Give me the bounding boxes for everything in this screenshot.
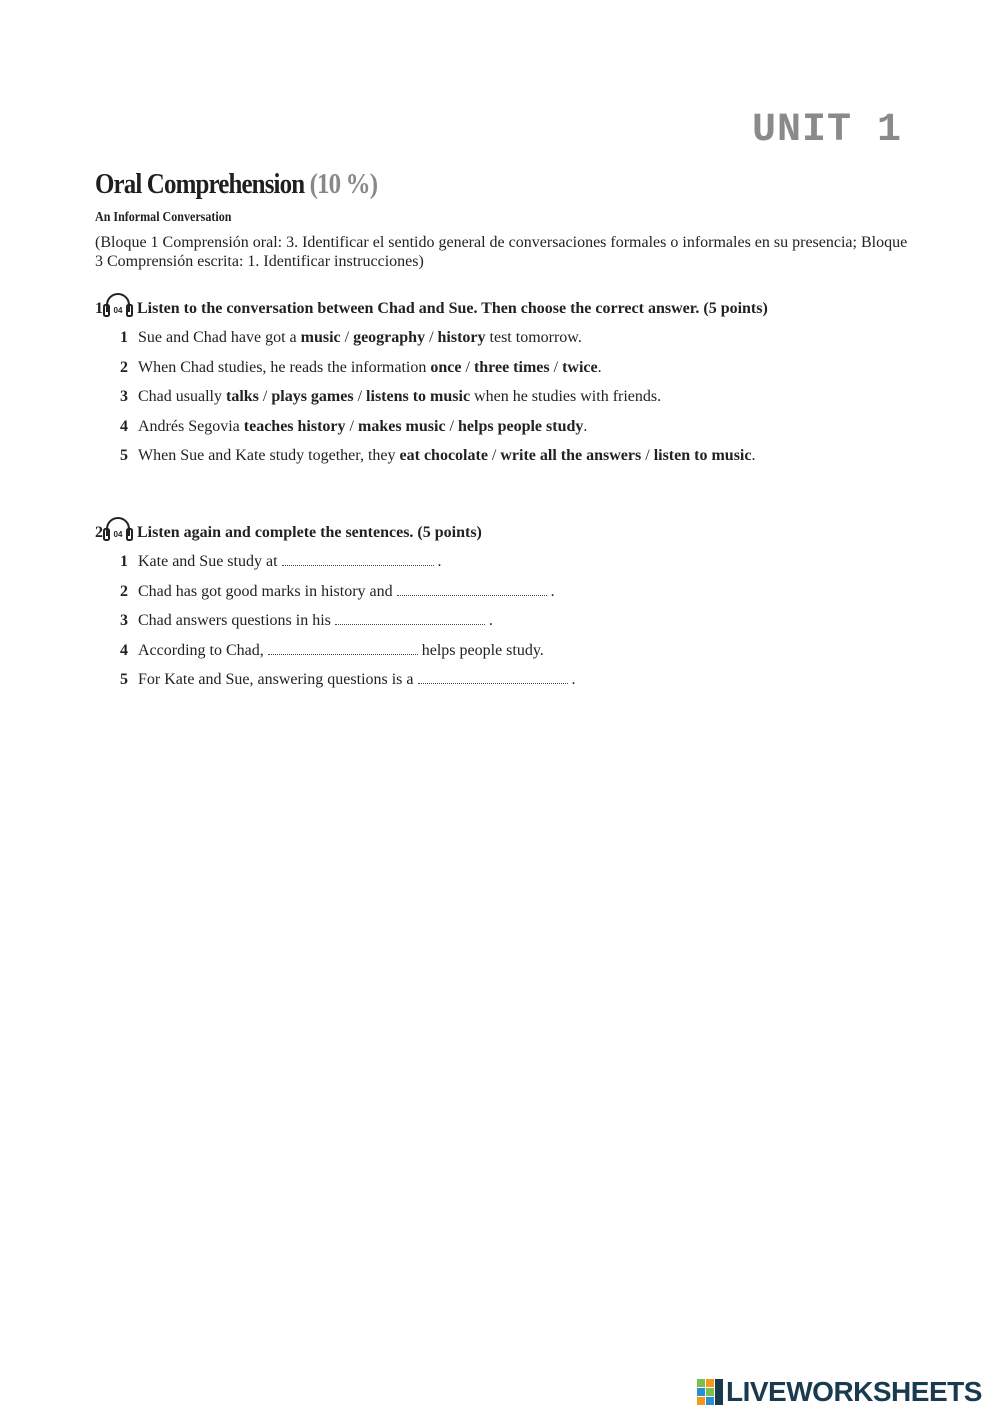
item-text: . <box>597 358 602 376</box>
exercise-2-heading <box>95 516 482 542</box>
exercise-1-item <box>120 358 755 388</box>
item-text: For Kate and Sue, answering questions is a <box>138 671 418 688</box>
item-text: when he studies with friends. <box>470 388 662 405</box>
answer-option[interactable]: eat chocolate <box>399 447 488 464</box>
item-number: 3 <box>120 612 128 629</box>
answer-option[interactable]: listen to music <box>653 447 752 464</box>
answer-blank[interactable] <box>268 642 418 655</box>
exercise-1-item <box>120 387 755 417</box>
track-number: 04 <box>113 306 123 315</box>
item-number: 3 <box>120 388 128 405</box>
item-number: 1 <box>120 553 128 570</box>
answer-option[interactable]: once <box>430 358 462 376</box>
item-number: 5 <box>120 447 128 464</box>
title-main: Oral Comprehension <box>95 168 305 200</box>
answer-option[interactable]: teaches history <box>243 417 346 435</box>
item-text: / <box>345 417 358 435</box>
exercise-1-item <box>120 417 755 447</box>
item-text: / <box>641 447 654 464</box>
item-number: 4 <box>120 641 128 659</box>
liveworksheets-logo <box>697 1376 982 1408</box>
answer-blank[interactable] <box>282 553 434 566</box>
item-text: . <box>751 447 756 464</box>
exercise-1-heading <box>95 292 768 318</box>
answer-blank[interactable] <box>397 583 547 596</box>
exercise-2-list <box>120 552 576 700</box>
answer-option[interactable]: twice <box>562 358 598 376</box>
exercise-2-item <box>120 670 576 700</box>
item-text: When Sue and Kate study together, they <box>138 447 400 464</box>
item-text: / <box>445 417 458 435</box>
exercise-1-instruction: Listen to the conversation between Chad and Sue. Then choose the correct answer. (5 points) <box>137 300 768 317</box>
answer-option[interactable]: music <box>300 329 341 346</box>
logo-text: LIVEWORKSHEETS <box>726 1376 982 1407</box>
item-text: Kate and Sue study at <box>138 553 282 570</box>
exercise-2-item <box>120 582 576 612</box>
item-text: test tomorrow. <box>485 329 582 346</box>
exercise-1-number: 1 <box>95 300 103 317</box>
item-text: / <box>461 358 474 376</box>
item-number: 1 <box>120 329 128 346</box>
exercise-2-instruction: Listen again and complete the sentences. (5 points) <box>137 524 482 541</box>
item-text: . <box>583 417 588 435</box>
answer-option[interactable]: makes music <box>357 417 446 435</box>
exercise-1-item <box>120 328 755 358</box>
answer-option[interactable]: listens to music <box>366 388 471 405</box>
item-text: Andrés Segovia <box>138 417 244 435</box>
item-text: . <box>433 553 442 570</box>
exercise-2-number: 2 <box>95 524 103 541</box>
exercise-2-item <box>120 552 576 582</box>
item-number: 2 <box>120 582 128 600</box>
item-text: helps people study. <box>417 641 544 659</box>
answer-option[interactable]: three times <box>473 358 550 376</box>
item-text: / <box>487 447 501 464</box>
item-text: . <box>567 671 576 688</box>
item-text: . <box>484 612 493 629</box>
title-percent: (10 %) <box>309 168 378 200</box>
exercise-1-item <box>120 446 755 476</box>
exercise-2-item <box>120 641 576 671</box>
item-text: / <box>340 329 354 346</box>
answer-option[interactable]: plays games <box>271 388 354 405</box>
headphones-icon <box>103 292 133 318</box>
track-number: 04 <box>113 530 123 539</box>
item-number: 2 <box>120 358 128 376</box>
answer-option[interactable]: write all the answers <box>500 447 642 464</box>
item-text: When Chad studies, he reads the information <box>138 358 431 376</box>
bloque-description: (Bloque 1 Comprensión oral: 3. Identificar el sentido general de conversaciones formales o informales en su presencia; Bloque 3 Comprensión escrita: 1. Identificar instrucciones) <box>95 234 908 270</box>
exercise-2-item <box>120 611 576 641</box>
answer-option[interactable]: talks <box>226 388 259 405</box>
item-text: . <box>546 582 555 600</box>
item-number: 4 <box>120 417 128 435</box>
headphones-icon <box>103 516 133 542</box>
answer-option[interactable]: helps people study <box>458 417 584 435</box>
item-text: / <box>425 329 438 346</box>
item-text: / <box>258 388 272 405</box>
unit-label: UNIT 1 <box>751 108 902 153</box>
item-text: Chad usually <box>138 388 226 405</box>
item-text: According to Chad, <box>138 641 268 659</box>
item-text: Sue and Chad have got a <box>138 329 301 346</box>
item-text: / <box>549 358 563 376</box>
item-number: 5 <box>120 671 128 688</box>
exercise-1-list <box>120 328 755 476</box>
page-title <box>95 168 377 201</box>
answer-option[interactable]: history <box>437 329 486 346</box>
item-text: Chad has got good marks in history and <box>138 582 397 600</box>
answer-option[interactable]: geography <box>353 329 426 346</box>
answer-blank[interactable] <box>335 612 485 625</box>
section-subtitle: An Informal Conversation <box>95 210 232 225</box>
answer-blank[interactable] <box>418 671 568 684</box>
item-text: Chad answers questions in his <box>138 612 335 629</box>
liveworksheets-logo-icon <box>697 1379 723 1405</box>
item-text: / <box>353 388 367 405</box>
